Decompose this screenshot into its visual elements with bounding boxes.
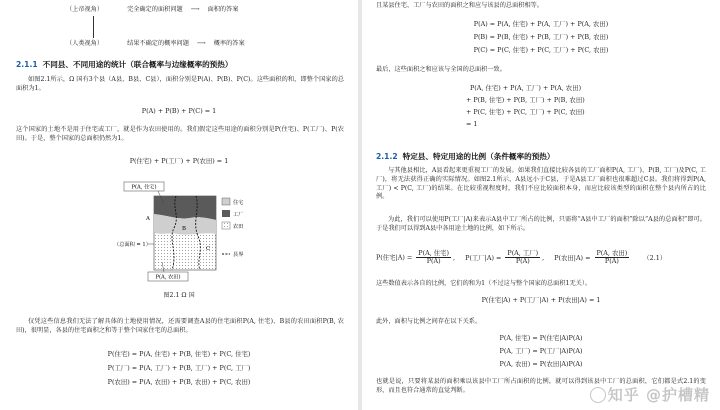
equation: P(A) = P(A, 住宅) + P(A, 工厂) + P(A, 农田) xyxy=(473,20,609,28)
problem-label: 完全确定的面积问题 xyxy=(127,6,183,13)
label-a-farmland: P(A, 农田) xyxy=(155,274,181,281)
denominator: P(A) xyxy=(515,257,530,266)
paragraph: 这个国家的土地不是用于住宅或工厂，就是作为农田使用的。我们假定这些用途的面积分别是P(住宅)、P(工厂)、P(农田)。于是，整个国家的总面积仍然为1。 xyxy=(16,126,344,142)
section-heading xyxy=(16,60,232,70)
equation-number: （2.1） xyxy=(643,253,667,262)
eq-lhs: P(农田|A) = xyxy=(554,253,591,262)
paragraph: 也就是说，只要将某县的面积乘以该县中工厂所占面积的比例，就可以得到该县中工厂的总面积，它们都是式2.1的变形，而且也符合通常的直觉判断。 xyxy=(376,378,706,394)
eq-lhs: P(工厂|A) = xyxy=(465,253,502,262)
legend-farmland: 农田 xyxy=(233,224,244,230)
view-label: （人类视角） xyxy=(66,40,104,47)
label-a-residential: P(A, 住宅) xyxy=(131,184,157,191)
legend-swatch-factory xyxy=(222,210,230,217)
section-number: 2.1.2 xyxy=(376,152,398,161)
denominator: P(A) xyxy=(426,257,441,266)
equation: P(A, 住宅) + P(A, 工厂) + P(A, 农田) xyxy=(470,84,582,92)
label-total-area: （总面积 = 1） xyxy=(114,242,151,248)
section-number: 2.1.1 xyxy=(16,60,38,69)
section-title: 特定县、特定用途的比例（条件概率的预热） xyxy=(402,152,555,161)
paragraph: 此外，面积与比例之间存在以下关系。 xyxy=(376,318,482,325)
equation: = 1 xyxy=(466,120,478,128)
right-page xyxy=(362,0,720,410)
legend-border: 县界 xyxy=(233,252,244,258)
paragraph: 这些数值表示各自的比例，它们的和为1（不过这与整个国家的总面积1无关）。 xyxy=(376,280,592,287)
legend-factory: 工厂 xyxy=(233,212,244,218)
numerator: P(A, 工厂) xyxy=(507,249,539,257)
omega-country-figure xyxy=(114,180,268,292)
watermark xyxy=(590,385,710,406)
label-county-c: C xyxy=(206,246,211,252)
label-county-a: A xyxy=(146,216,150,222)
fraction xyxy=(595,250,630,265)
label-county-b: B xyxy=(182,226,186,232)
conditional-equation: P(住宅|A) = $\frac{\text{P(A, 住宅)}}{P(A)}$ , P(工厂|A) = $\frac{\text{P(A, 工厂)}}{P(A)}$ , P(农田|A) = $\frac{\text{P(A, 农田)}}{P(A)}$ （2.1） xyxy=(376,249,667,266)
numerator: P(A, 住宅) xyxy=(418,249,450,257)
answer-label: 概率的答案 xyxy=(213,40,245,47)
equation: + P(B, 住宅) + P(B, 工厂) + P(B, 农田) xyxy=(466,96,585,104)
equation: P(A) + P(B) + P(C) = 1 xyxy=(141,107,217,115)
equation: P(C) = P(C, 住宅) + P(C, 工厂) + P(C, 农田) xyxy=(473,46,609,54)
paragraph: 仅凭这些信息我们无法了解具体的土地使用情况，还需要调查A县的住宅面积P(A, 住宅)、B县的农田面积P(B, 农田)，很明显，各县的住宅面积之和等于整个国家住宅的总面积。 xyxy=(16,318,344,334)
legend-residential: 住宅 xyxy=(233,200,244,206)
watermark-text: 知乎 @护槽精 xyxy=(607,386,710,405)
view-label: （上帝视角） xyxy=(66,6,104,13)
problem-label: 结果不确定的概率问题 xyxy=(127,40,189,47)
section-heading xyxy=(376,152,555,162)
equation: P(住宅) = P(A, 住宅) + P(B, 住宅) + P(C, 住宅) xyxy=(107,350,251,358)
numerator: P(A, 农田) xyxy=(596,249,628,257)
equation: P(农田) = P(A, 农田) + P(B, 农田) + P(C, 农田) xyxy=(107,378,251,386)
paragraph: 与其他县相比，A县看起来更重视工厂的发展。如果我们直接比较各县的工厂面积P(A, 工厂)、P(B, 工厂)及P(C, 工厂)，将无法获得正确的实际情况。如图2.1所示，A县远小于C县，于是A县工厂面积也很难超过C县。我们将得到P(A, 工厂) < P(C, 工厂)的结果。在比较重视程度时，我们不应比较面积本身，而应比较该类型的面积在整个县内所占的比例。 xyxy=(376,167,706,201)
legend-swatch-residential xyxy=(222,198,230,205)
arrow-icon: ⟶ xyxy=(190,6,200,13)
figure-caption: 图2.1 Ω 国 xyxy=(163,292,195,299)
equation: P(A, 住宅) = P(住宅|A)P(A) xyxy=(499,334,583,342)
equation: P(住宅|A) + P(工厂|A) + P(农田|A) = 1 xyxy=(481,296,601,304)
equation: + P(C, 住宅) + P(C, 工厂) + P(C, 农田) xyxy=(466,108,585,116)
eq-lhs: P(住宅|A) = xyxy=(376,253,413,262)
paragraph: 如图2.1所示，Ω 国有3个县（A县、B县、C县），面积分别是P(A)、P(B)、P(C)。这些面积的和，即整个国家的总面积为1。 xyxy=(16,76,344,92)
paragraph: 且某县住宅、工厂与农田的面积之和应与该县的总面积相等。 xyxy=(376,2,544,9)
paragraph: 为此，我们可以使用P(工厂|A)来表示A县中工厂所占的比例，只需将“A县中工厂的面积”除以“A县的总面积”即可。于是我们可以得到A县中各用途土地的比例，如下所示。 xyxy=(376,216,706,232)
fraction xyxy=(416,250,451,265)
answer-label: 面积的答案 xyxy=(207,6,239,13)
top-line-2 xyxy=(66,40,245,49)
vertical-connector xyxy=(93,16,94,38)
equation: P(B) = P(B, 住宅) + P(B, 工厂) + P(B, 农田) xyxy=(473,33,609,41)
equation: P(A, 农田) = P(农田|A)P(A) xyxy=(499,360,583,368)
denominator: P(A) xyxy=(604,257,619,266)
equation: P(A, 工厂) = P(工厂|A)P(A) xyxy=(499,347,583,355)
left-page xyxy=(0,0,358,410)
equation: P(住宅) + P(工厂) + P(农田) = 1 xyxy=(129,157,229,165)
fraction xyxy=(505,250,540,265)
arrow-icon: ⟶ xyxy=(196,40,206,47)
section-title: 不同县、不同用途的统计（联合概率与边缘概率的预热） xyxy=(42,60,233,69)
equation: P(工厂) = P(A, 工厂) + P(B, 工厂) + P(C, 工厂) xyxy=(107,364,251,372)
top-line-1 xyxy=(66,6,239,15)
legend-swatch-farmland xyxy=(222,222,230,229)
paragraph: 最后，这些面积之和应该与全国的总面积一致。 xyxy=(376,66,506,73)
